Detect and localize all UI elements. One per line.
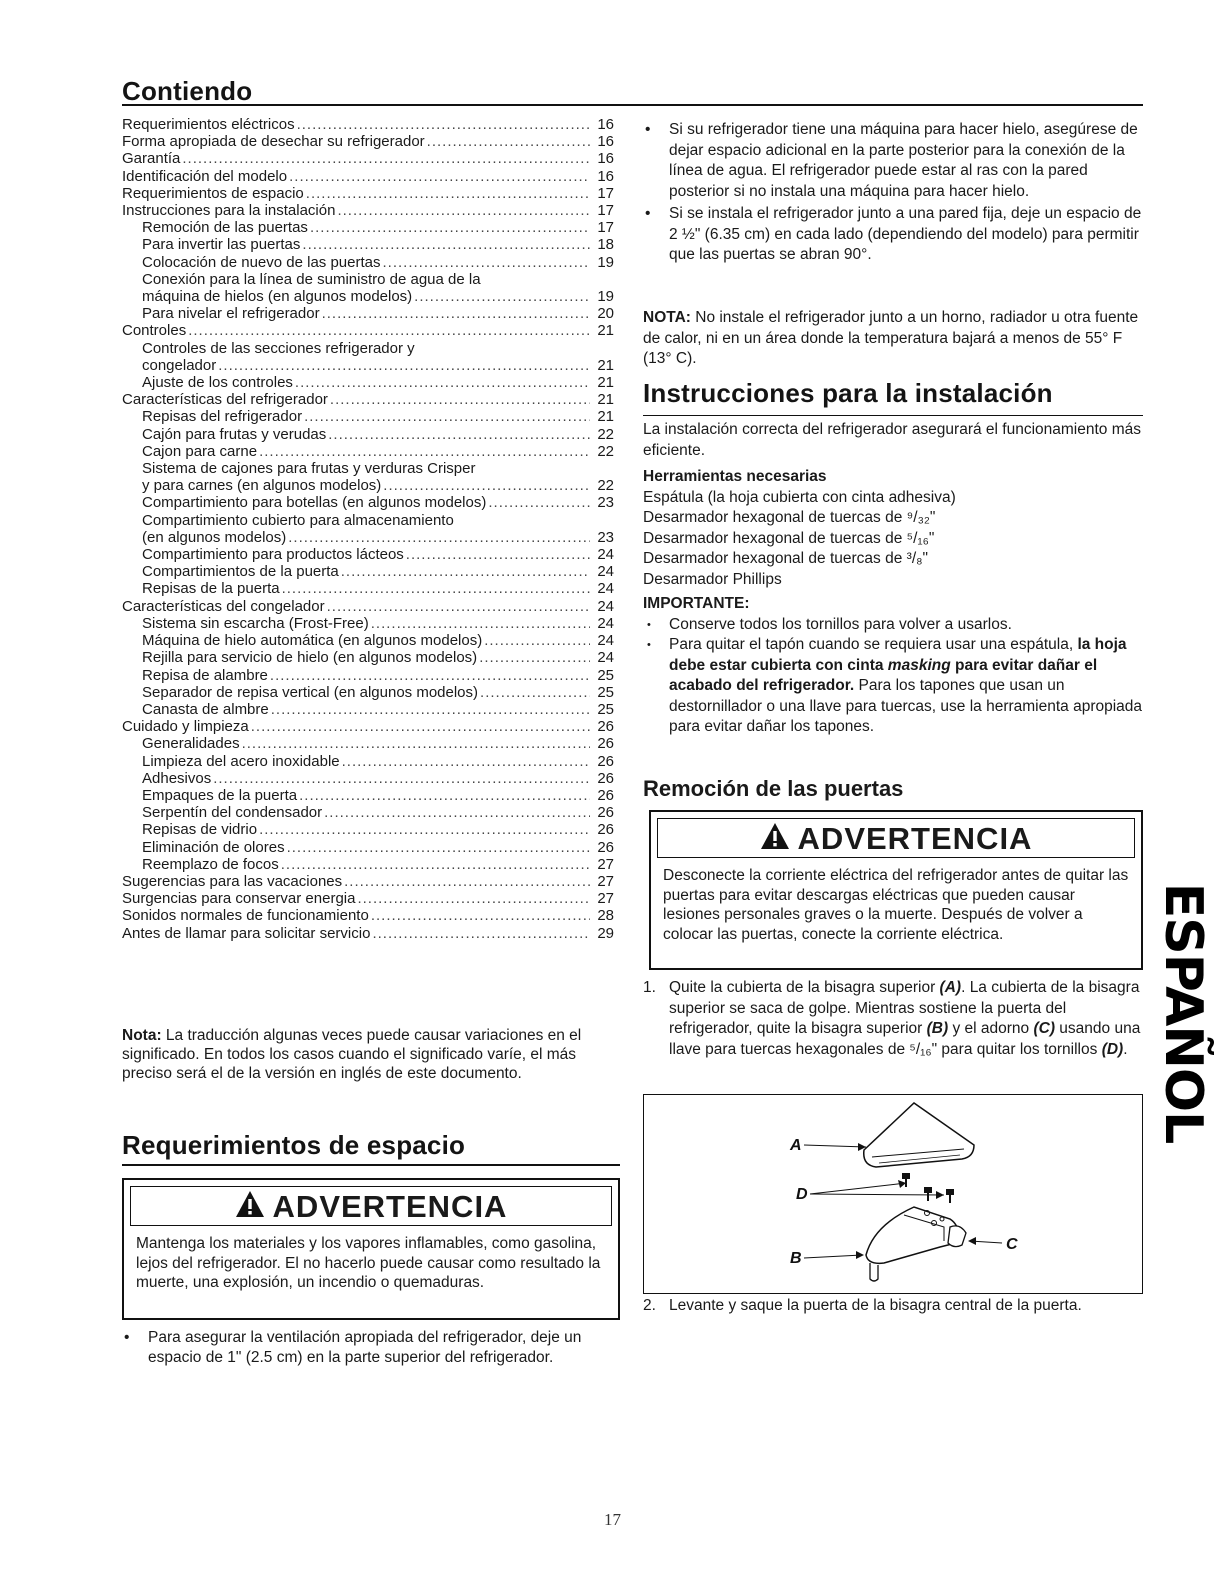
nota-label: NOTA: bbox=[643, 309, 691, 326]
toc-entry-page: 26 bbox=[597, 735, 614, 753]
toc-entry-page: 26 bbox=[597, 752, 614, 770]
toc-title: Contiendo bbox=[122, 76, 253, 106]
toc-entry bbox=[122, 219, 614, 236]
toc-entry-page: 21 bbox=[597, 408, 614, 426]
toc-entry-text: Compartimiento para botellas (en algunos modelos) bbox=[142, 494, 487, 512]
label-d: D bbox=[796, 1186, 808, 1203]
toc-entry-text: Para invertir las puertas bbox=[142, 236, 301, 254]
toc-dot-leader bbox=[182, 150, 590, 167]
toc-entry bbox=[122, 890, 614, 907]
step-text: usando una llave para tuercas hexagonales de ⁵/₁₆" para quitar los tornillos bbox=[669, 1020, 1141, 1058]
important-bold: la hoja debe estar cubierta con cinta bbox=[669, 636, 1127, 674]
list-item: • Para asegurar la ventilación apropiada del refrigerador, deje un espacio de 1" (2.5 cm) en la parte superior del refrigerador. bbox=[122, 1328, 620, 1367]
toc-dot-leader bbox=[322, 305, 590, 322]
toc-entry bbox=[122, 512, 614, 529]
toc-entry bbox=[122, 615, 614, 632]
toc-entry-text: Características del congelador bbox=[122, 597, 325, 615]
step-text: . bbox=[1123, 1040, 1128, 1058]
toc-entry bbox=[122, 460, 614, 477]
hinge-diagram bbox=[644, 1095, 1141, 1292]
toc-dot-leader bbox=[287, 839, 590, 856]
toc-entry bbox=[122, 649, 614, 666]
note-text: La traducción algunas veces puede causar variaciones en el significado. En todos los casos cuando el significado varíe, el más preciso será el de la versión en inglés de este documento. bbox=[122, 1027, 582, 1082]
screw-icon bbox=[946, 1189, 954, 1203]
installation-rule bbox=[643, 415, 1143, 416]
toc-dot-leader bbox=[310, 219, 590, 236]
toc-entry-page: 26 bbox=[597, 769, 614, 787]
step-item bbox=[643, 978, 1143, 1060]
note-label: Nota: bbox=[122, 1027, 162, 1044]
list-item: Desarmador Phillips bbox=[643, 570, 782, 588]
toc-dot-leader bbox=[282, 580, 590, 597]
toc-entry bbox=[122, 787, 614, 804]
toc-dot-leader bbox=[414, 288, 590, 305]
toc-entry bbox=[122, 133, 614, 150]
toc-dot-leader bbox=[371, 907, 590, 924]
list-item: Espátula (la hoja cubierta con cinta adhesiva) bbox=[643, 488, 956, 506]
toc-entry-text: Remoción de las puertas bbox=[142, 219, 308, 237]
toc-entry-page: 17 bbox=[597, 184, 614, 202]
toc-entry-text: Máquina de hielo automática (en algunos modelos) bbox=[142, 632, 483, 650]
part-ref-c: (C) bbox=[1033, 1020, 1055, 1037]
toc-entry-page: 27 bbox=[597, 855, 614, 873]
toc-dot-leader bbox=[288, 529, 590, 546]
toc-entry bbox=[122, 598, 614, 615]
toc-entry bbox=[122, 322, 614, 339]
electrical-warning-box bbox=[649, 810, 1143, 970]
toc-entry-page: 21 bbox=[597, 374, 614, 392]
warning-header bbox=[657, 818, 1135, 858]
toc-entry-page: 27 bbox=[597, 872, 614, 890]
label-c: C bbox=[1006, 1236, 1018, 1253]
toc-entry-text: Sistema sin escarcha (Frost-Free) bbox=[142, 614, 369, 632]
toc-entry-text: y para carnes (en algunos modelos) bbox=[142, 477, 382, 495]
toc-entry-page: 23 bbox=[597, 528, 614, 546]
toc-entry-text: Requerimientos de espacio bbox=[122, 184, 304, 202]
toc-header bbox=[122, 76, 1143, 106]
toc-entry-page: 26 bbox=[597, 786, 614, 804]
toc-entry-page: 24 bbox=[597, 632, 614, 650]
toc-dot-leader bbox=[289, 168, 590, 185]
toc-entry bbox=[122, 529, 614, 546]
toc-entry bbox=[122, 718, 614, 735]
warning-header bbox=[130, 1186, 612, 1226]
flammable-warning-box bbox=[122, 1178, 620, 1320]
important-bold-2: para evitar dañar el acabado del refrigerador. bbox=[669, 656, 1098, 694]
toc-entry-page: 24 bbox=[597, 546, 614, 564]
toc-entry-page: 17 bbox=[597, 202, 614, 220]
toc-entry bbox=[122, 254, 614, 271]
toc-entry-page: 22 bbox=[597, 442, 614, 460]
language-tab bbox=[1153, 882, 1213, 1144]
screw-icon bbox=[924, 1187, 932, 1201]
toc-dot-leader bbox=[330, 391, 590, 408]
toc-dot-leader bbox=[342, 753, 590, 770]
toc-entry bbox=[122, 271, 614, 288]
space-requirements-header bbox=[122, 1130, 620, 1166]
toc-dot-leader bbox=[270, 667, 590, 684]
toc-entry bbox=[122, 563, 614, 580]
toc-entry-text: Cuidado y limpieza bbox=[122, 718, 249, 736]
toc-entry-text: Sistema de cajones para frutas y verduras Crisper bbox=[142, 460, 476, 478]
toc-entry bbox=[122, 684, 614, 701]
toc-entry-page: 21 bbox=[597, 322, 614, 340]
toc-entry-text: Eliminación de olores bbox=[142, 838, 285, 856]
toc-entry bbox=[122, 667, 614, 684]
toc-entry-page: 25 bbox=[597, 666, 614, 684]
hinge-figure bbox=[643, 1094, 1143, 1294]
toc-entry-page: 22 bbox=[597, 425, 614, 443]
toc-dot-leader bbox=[327, 598, 590, 615]
toc-entry-page: 28 bbox=[597, 907, 614, 925]
language-tab-label: ESPAÑOL bbox=[1153, 882, 1213, 1144]
toc-entry bbox=[122, 821, 614, 838]
toc-dot-leader bbox=[427, 133, 590, 150]
toc-entry-text: Controles de las secciones refrigerador y bbox=[142, 339, 415, 357]
toc-entry-text: Antes de llamar para solicitar servicio bbox=[122, 924, 371, 942]
toc-entry-text: Sonidos normales de funcionamiento bbox=[122, 907, 369, 925]
toc-entry-text: Repisa de alambre bbox=[142, 666, 268, 684]
toc-entry bbox=[122, 305, 614, 322]
warning-triangle-icon bbox=[760, 822, 790, 850]
toc-entry bbox=[122, 116, 614, 133]
toc-entry bbox=[122, 873, 614, 890]
toc-dot-leader bbox=[372, 925, 590, 942]
step-number: 2. bbox=[643, 1297, 656, 1314]
ventilation-list bbox=[122, 1328, 620, 1367]
toc-entry-text: Sugerencias para las vacaciones bbox=[122, 872, 343, 890]
toc-entry-page: 20 bbox=[597, 305, 614, 323]
toc-dot-leader bbox=[188, 322, 590, 339]
toc-entry-page: 23 bbox=[597, 494, 614, 512]
space-bullets bbox=[643, 120, 1143, 266]
toc-dot-leader bbox=[337, 202, 590, 219]
toc-entry bbox=[122, 701, 614, 718]
toc-dot-leader bbox=[271, 701, 590, 718]
toc-entry-text: Identificación del modelo bbox=[122, 167, 288, 185]
important-text: Para quitar el tapón cuando se requiera usar una espátula, bbox=[669, 636, 1078, 653]
toc-entry-page: 26 bbox=[597, 718, 614, 736]
toc-entry-text: Forma apropiada de desechar su refrigerador bbox=[122, 133, 425, 151]
list-item: • Si su refrigerador tiene una máquina para hacer hielo, asegúrese de dejar espacio adicional en la parte posterior para la conexión de la línea de agua. El refrigerador puede estar al ras con la pared posterior si no instala una máquina para hacer hielo. bbox=[643, 120, 1143, 202]
toc-entry bbox=[122, 391, 614, 408]
toc-entry-page: 24 bbox=[597, 563, 614, 581]
toc-entry bbox=[122, 925, 614, 942]
toc-entry-page: 25 bbox=[597, 700, 614, 718]
toc-entry-text: Adhesivos bbox=[142, 769, 212, 787]
list-item bbox=[643, 635, 1143, 738]
toc-entry-page: 19 bbox=[597, 253, 614, 271]
toc-dot-leader bbox=[281, 856, 590, 873]
important-heading: IMPORTANTE: bbox=[643, 595, 750, 612]
nota-text: No instale el refrigerador junto a un horno, radiador u otra fuente de calor, ni en un área donde la temperatura bajará a menos de 55° F (13° C). bbox=[643, 309, 1139, 367]
installation-body bbox=[643, 420, 1143, 738]
toc-dot-leader bbox=[371, 615, 590, 632]
toc-dot-leader bbox=[479, 649, 590, 666]
toc-entry-text: máquina de hielos (en algunos modelos) bbox=[142, 288, 413, 306]
toc-entry-page: 21 bbox=[597, 391, 614, 409]
toc-dot-leader bbox=[306, 185, 590, 202]
toc-entry bbox=[122, 202, 614, 219]
toc-dot-leader bbox=[484, 632, 590, 649]
toc-dot-leader bbox=[344, 873, 590, 890]
space-requirements-rule bbox=[122, 1164, 620, 1166]
toc-entry-page: 16 bbox=[597, 167, 614, 185]
toc-dot-leader bbox=[295, 374, 590, 391]
toc-dot-leader bbox=[218, 357, 590, 374]
tools-heading: Herramientas necesarias bbox=[643, 468, 827, 485]
toc-entry bbox=[122, 426, 614, 443]
toc-entry-text: Repisas de vidrio bbox=[142, 821, 258, 839]
label-a: A bbox=[790, 1137, 802, 1154]
toc-entry bbox=[122, 494, 614, 511]
toc-dot-leader bbox=[480, 684, 590, 701]
toc-entry bbox=[122, 185, 614, 202]
toc-dot-leader bbox=[297, 116, 590, 133]
toc-entry-text: (en algunos modelos) bbox=[142, 528, 287, 546]
toc-entry-text: Compartimientos de la puerta bbox=[142, 563, 339, 581]
list-item: Desarmador hexagonal de tuercas de ³/₈" bbox=[643, 550, 929, 567]
toc-dot-leader bbox=[406, 546, 590, 563]
toc-entry-page: 29 bbox=[597, 924, 614, 942]
toc-entry bbox=[122, 804, 614, 821]
toc-entry bbox=[122, 150, 614, 167]
toc-entry bbox=[122, 856, 614, 873]
toc-entry-text: Cajon para carne bbox=[142, 442, 258, 460]
toc-entry-text: Reemplazo de focos bbox=[142, 855, 279, 873]
part-ref-d: (D) bbox=[1101, 1040, 1124, 1058]
toc-entry-page: 16 bbox=[597, 150, 614, 168]
important-italic: masking bbox=[887, 656, 951, 674]
toc-entry bbox=[122, 546, 614, 563]
tools-list bbox=[643, 488, 1143, 591]
list-item: Desarmador hexagonal de tuercas de ⁵/₁₆" bbox=[643, 529, 935, 547]
installation-title: Instrucciones para la instalación bbox=[643, 378, 1053, 408]
toc-entry-text: Compartimiento para productos lácteos bbox=[142, 546, 404, 564]
toc-entry-page: 24 bbox=[597, 614, 614, 632]
toc-dot-leader bbox=[299, 787, 590, 804]
toc-dot-leader bbox=[357, 890, 590, 907]
step-item bbox=[643, 1296, 1143, 1317]
toc-entry-text: Conexión para la línea de suministro de agua de la bbox=[142, 270, 481, 288]
warning-text: Mantenga los materiales y los vapores inflamables, como gasolina, lejos del refrigerador. El no hacerlo puede causar como resultado la muerte, una explosión, un incendio o quemaduras. bbox=[136, 1235, 601, 1291]
toc-entry-text: Repisas del refrigerador bbox=[142, 408, 303, 426]
toc-entry-page: 18 bbox=[597, 236, 614, 254]
toc-entry-page: 26 bbox=[597, 804, 614, 822]
list-item: Desarmador hexagonal de tuercas de ⁹/₃₂" bbox=[643, 509, 936, 526]
toc-entry bbox=[122, 168, 614, 185]
toc-dot-leader bbox=[304, 408, 590, 425]
toc-entry-text: Garantía bbox=[122, 150, 181, 168]
toc-entry-text: Empaques de la puerta bbox=[142, 786, 298, 804]
toc-entry bbox=[122, 443, 614, 460]
toc-entry-page: 24 bbox=[597, 597, 614, 615]
toc-entry bbox=[122, 357, 614, 374]
door-removal-steps bbox=[643, 978, 1143, 1060]
toc-dot-leader bbox=[259, 443, 590, 460]
toc-entry-text: Compartimiento cubierto para almacenamiento bbox=[142, 511, 454, 529]
list-item: • Si se instala el refrigerador junto a una pared fija, deje un espacio de 2 ½" (6.35 cm) en cada lado (dependiendo del modelo) para permitir que las puertas se abran 90°. bbox=[643, 204, 1143, 266]
toc-dot-leader bbox=[341, 563, 590, 580]
step-text: y el adorno bbox=[948, 1020, 1034, 1037]
toc-dot-leader bbox=[324, 804, 590, 821]
door-removal-step-2 bbox=[643, 1296, 1143, 1317]
toc-entry bbox=[122, 288, 614, 305]
toc-entry-text: Canasta de almbre bbox=[142, 700, 269, 718]
toc-entry-page: 26 bbox=[597, 838, 614, 856]
important-list bbox=[643, 615, 1143, 738]
toc-dot-leader bbox=[259, 821, 590, 838]
toc-entry bbox=[122, 735, 614, 752]
warning-text: Desconecte la corriente eléctrica del refrigerador antes de quitar las puertas para evitar descargas eléctricas que pueden causar lesiones personales graves o la muerte. Después de volver a colocar las puertas, conecte la corriente eléctrica. bbox=[663, 867, 1129, 943]
toc-dot-leader bbox=[251, 718, 590, 735]
toc-entry-page: 25 bbox=[597, 683, 614, 701]
toc-entry-text: Ajuste de los controles bbox=[142, 374, 293, 392]
toc-dot-leader bbox=[383, 477, 590, 494]
toc-entry-text: Generalidades bbox=[142, 735, 240, 753]
part-ref-a: (A) bbox=[939, 979, 962, 996]
toc-entry-page: 27 bbox=[597, 890, 614, 908]
table-of-contents bbox=[122, 116, 614, 942]
toc-title-rule bbox=[122, 104, 1143, 106]
important-text-2: Para los tapones que usan un destornillador o una llave para tuercas, use la herramienta apropiada para evitar dañar los tapones. bbox=[669, 677, 1143, 735]
toc-entry-text: Requerimientos eléctricos bbox=[122, 116, 295, 133]
toc-entry-text: Cajón para frutas y verudas bbox=[142, 425, 327, 443]
toc-entry-text: Colocación de nuevo de las puertas bbox=[142, 253, 381, 271]
toc-entry-text: Separador de repisa vertical (en algunos modelos) bbox=[142, 683, 479, 701]
page-number: 17 bbox=[604, 1510, 621, 1529]
toc-dot-leader bbox=[302, 236, 590, 253]
toc-dot-leader bbox=[213, 770, 590, 787]
toc-entry-text: Repisas de la puerta bbox=[142, 580, 280, 598]
warning-triangle-icon bbox=[235, 1190, 265, 1218]
toc-entry-page: 16 bbox=[597, 116, 614, 133]
warning-label: ADVERTENCIA bbox=[272, 1189, 508, 1224]
toc-entry bbox=[122, 770, 614, 787]
installation-header bbox=[643, 378, 1143, 416]
toc-entry-text: Para nivelar el refrigerador bbox=[142, 305, 320, 323]
toc-entry-text: Características del refrigerador bbox=[122, 391, 328, 409]
toc-entry-page: 21 bbox=[597, 356, 614, 374]
toc-entry-text: congelador bbox=[142, 356, 217, 374]
installation-intro: La instalación correcta del refrigerador asegurará el funcionamiento más eficiente. bbox=[643, 421, 1141, 459]
step-number: 1. bbox=[643, 979, 656, 996]
toc-dot-leader bbox=[488, 494, 590, 511]
translation-note bbox=[122, 1026, 622, 1083]
door-removal-title: Remoción de las puertas bbox=[643, 776, 904, 801]
toc-entry-page: 24 bbox=[597, 580, 614, 598]
space-requirements-title: Requerimientos de espacio bbox=[122, 1130, 466, 1160]
step-text: Levante y saque la puerta de la bisagra central de la puerta. bbox=[669, 1297, 1082, 1314]
toc-entry-text: Controles bbox=[122, 322, 187, 340]
toc-entry-page: 26 bbox=[597, 821, 614, 839]
toc-entry bbox=[122, 580, 614, 597]
toc-entry-page: 19 bbox=[597, 288, 614, 306]
toc-entry-text: Limpieza del acero inoxidable bbox=[142, 752, 340, 770]
toc-entry-page: 16 bbox=[597, 133, 614, 151]
toc-entry-page: 17 bbox=[597, 219, 614, 237]
toc-dot-leader bbox=[242, 735, 590, 752]
step-text: Quite la cubierta de la bisagra superior bbox=[669, 979, 940, 996]
toc-entry bbox=[122, 408, 614, 425]
part-ref-b: (B) bbox=[926, 1020, 949, 1037]
toc-entry-page: 22 bbox=[597, 477, 614, 495]
toc-entry-text: Serpentín del condensador bbox=[142, 804, 323, 822]
label-b: B bbox=[790, 1250, 802, 1267]
toc-entry bbox=[122, 477, 614, 494]
warning-label: ADVERTENCIA bbox=[797, 821, 1033, 856]
toc-entry bbox=[122, 374, 614, 391]
toc-entry bbox=[122, 839, 614, 856]
toc-entry bbox=[122, 340, 614, 357]
toc-dot-leader bbox=[328, 426, 590, 443]
toc-entry bbox=[122, 632, 614, 649]
toc-dot-leader bbox=[383, 254, 591, 271]
list-item: • Conserve todos los tornillos para volver a usarlos. bbox=[643, 615, 1143, 636]
toc-entry-page: 24 bbox=[597, 649, 614, 667]
toc-entry bbox=[122, 907, 614, 924]
toc-entry bbox=[122, 236, 614, 253]
toc-entry-text: Surgencias para conservar energia bbox=[122, 890, 356, 908]
toc-entry bbox=[122, 753, 614, 770]
step-text: . La cubierta de la bisagra superior se saca de golpe. Mientras sostiene la puerta del refrigerador, quite la bisagra superior bbox=[669, 979, 1140, 1037]
toc-entry-text: Rejilla para servicio de hielo (en algunos modelos) bbox=[142, 649, 478, 667]
toc-entry-text: Instrucciones para la instalación bbox=[122, 202, 336, 220]
heat-source-note bbox=[643, 308, 1143, 370]
